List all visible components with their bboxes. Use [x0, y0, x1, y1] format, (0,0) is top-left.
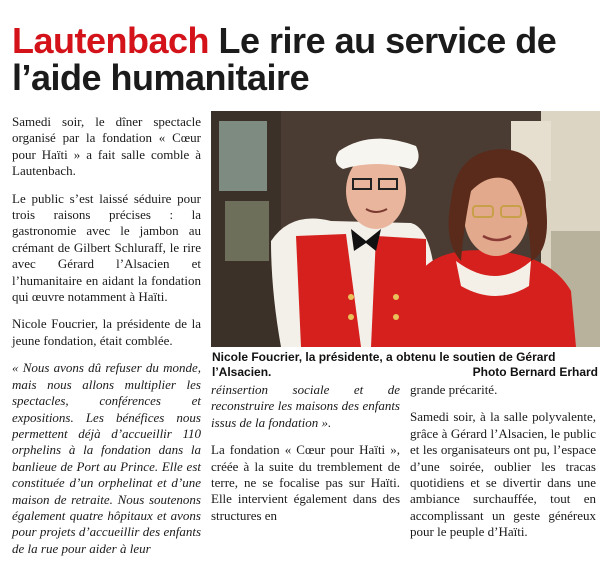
article-photo [211, 111, 600, 347]
paragraph-evening: Samedi soir, à la salle polyvalente, grâce à Gérard l’Alsacien, le public et les organisateurs ont pu, l’espace d’une soirée, oublier les tracas quotidiens et se divertir dans une ambiance surchauffée, tout en accomplissant un geste généreux pour le peuple d’Haïti. [410, 409, 596, 540]
headline-place: Lautenbach [12, 20, 210, 61]
quote-president: « Nous avons dû refuser du monde, mais nous allons multiplier les spectacles, conférences et expositions. Les bénéfices nous permettent déjà d’accueillir 110 orphelins à la fondation dans la banlieue de Port au Prince. Elle est constituée d’un orphelinat et d’une maison de retraite. Nous soutenons également quatre hôpitaux et avons pour projets d’accueillir des enfants de la rue pour aider à leur [12, 360, 201, 556]
article-column-2 [211, 382, 400, 535]
caption-text: Nicole Foucrier, la présidente, a obtenu le soutien de Gérard l’Alsacien. [212, 350, 556, 379]
headline-title: Le rire au service de l’aide humanitaire [12, 20, 557, 98]
photo-illustration [211, 111, 600, 347]
headline [12, 22, 602, 96]
article-column-3 [410, 382, 596, 552]
paragraph-president: Nicole Foucrier, la présidente de la jeune fondation, était comblée. [12, 316, 201, 348]
article-column-1 [12, 114, 201, 568]
paragraph-foundation: La fondation « Cœur pour Haïti », créée à la suite du tremblement de terre, ne se focalise pas sur Haïti. Elle intervient également dans des structures en [211, 442, 400, 523]
paragraph-intro: Samedi soir, le dîner spectacle organisé par la fondation « Cœur pour Haïti » a fait salle comble à Lautenbach. [12, 114, 201, 179]
photo-caption [212, 350, 598, 380]
photo-credit: Photo Bernard Erhard [472, 365, 598, 379]
paragraph-reasons: Le public s’est laissé séduire pour trois raisons précises : la gastronomie avec le jambon au crémant de Gilbert Schluraff, le rire avec Gérard l’Alsacien et l’humanitaire en aidant la fondation qui œuvre notamment à Haïti. [12, 190, 201, 305]
paragraph-precarity: grande précarité. [410, 382, 498, 397]
quote-continuation: réinsertion sociale et de reconstruire les maisons des enfants issus de la fondation ». [211, 382, 400, 430]
